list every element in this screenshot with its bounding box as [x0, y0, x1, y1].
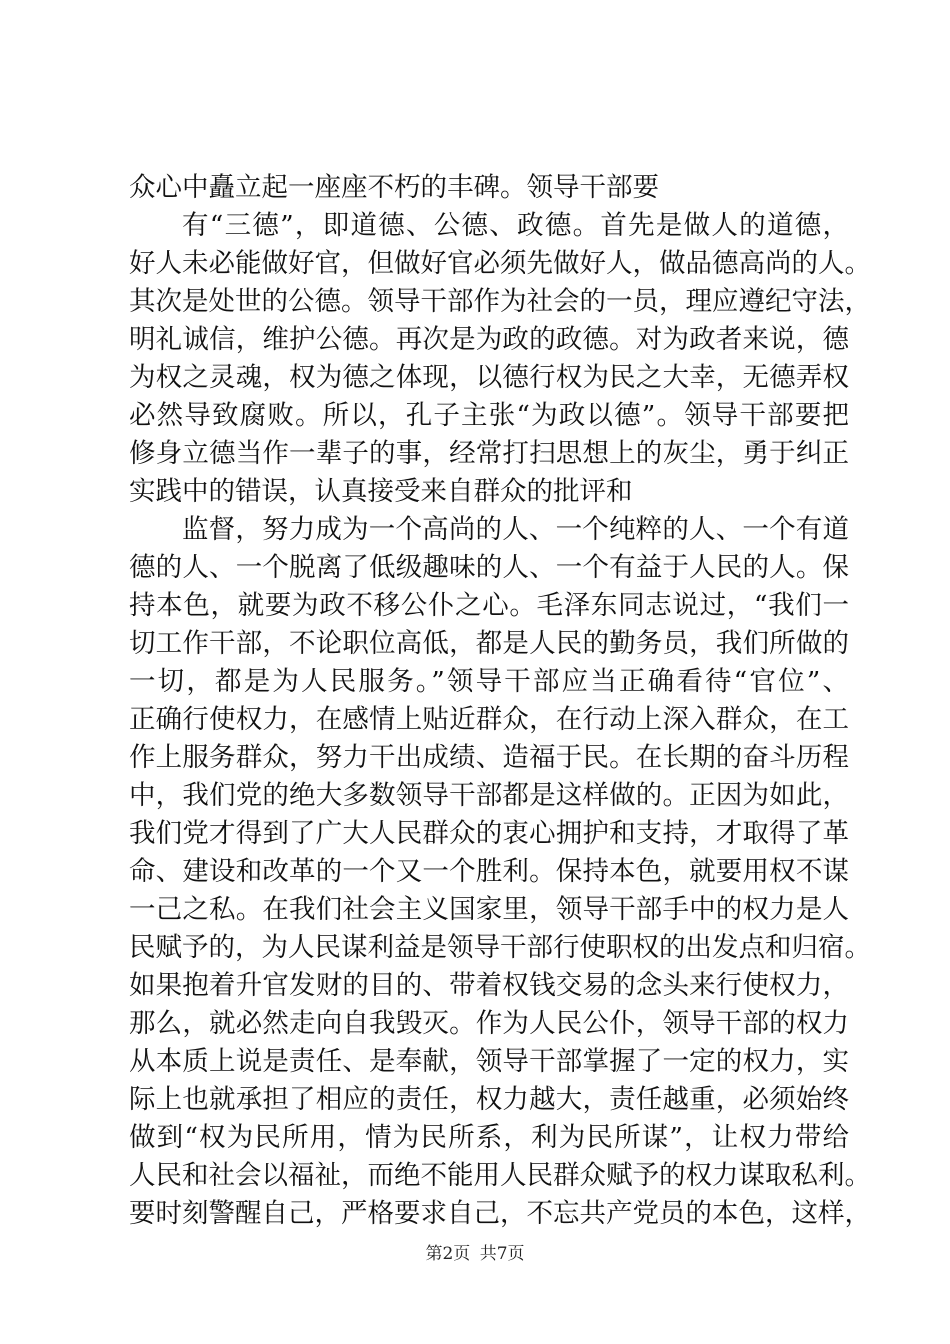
text-line: 实践中的错误，认真接受来自群众的批评和 [129, 476, 633, 507]
text-line: 那么，就必然走向自我毁灭。作为人民公仆，领导干部的权力 [129, 1008, 849, 1039]
paragraph-start-line: 有“三德”，即道德、公德、政德。首先是做人的道德， [182, 210, 849, 241]
text-line: 为权之灵魂，权为德之体现，以德行权为民之大幸，无德弄权 [129, 362, 849, 393]
text-line: 际上也就承担了相应的责任，权力越大，责任越重，必须始终 [129, 1084, 849, 1115]
text-line: 明礼诚信，维护公德。再次是为政的政德。对为政者来说，德 [129, 324, 849, 355]
text-line: 要时刻警醒自己，严格要求自己，不忘共产党员的本色，这样， [129, 1198, 871, 1229]
text-line: 民赋予的，为人民谋利益是领导干部行使职权的出发点和归宿。 [129, 932, 871, 963]
page-number-footer: 第2页 共7页 [425, 1244, 525, 1264]
text-line: 正确行使权力，在感情上贴近群众，在行动上深入群众，在工 [129, 704, 849, 735]
text-line: 众心中矗立起一座座不朽的丰碑。领导干部要 [129, 172, 659, 203]
text-line: 切工作干部，不论职位高低，都是人民的勤务员，我们所做的 [129, 628, 849, 659]
text-line: 持本色，就要为政不移公仆之心。毛泽东同志说过，“我们一 [129, 590, 849, 621]
text-line: 从本质上说是责任、是奉献，领导干部掌握了一定的权力，实 [129, 1046, 849, 1077]
paragraph-start-line: 监督，努力成为一个高尚的人、一个纯粹的人、一个有道 [182, 514, 849, 545]
text-line: 作上服务群众，努力干出成绩、造福于民。在长期的奋斗历程 [129, 742, 849, 773]
text-line: 做到“权为民所用，情为民所系，利为民所谋”，让权力带给 [129, 1122, 849, 1153]
text-line: 如果抱着升官发财的目的、带着权钱交易的念头来行使权力， [129, 970, 849, 1001]
text-line: 一己之私。在我们社会主义国家里，领导干部手中的权力是人 [129, 894, 849, 925]
text-line: 修身立德当作一辈子的事，经常打扫思想上的灰尘，勇于纠正 [129, 438, 849, 469]
text-line: 命、建设和改革的一个又一个胜利。保持本色，就要用权不谋 [129, 856, 849, 887]
text-line: 其次是处世的公德。领导干部作为社会的一员，理应遵纪守法， [129, 286, 871, 317]
text-line: 德的人、一个脱离了低级趣味的人、一个有益于人民的人。保 [129, 552, 849, 583]
text-line: 必然导致腐败。所以，孔子主张“为政以德”。领导干部要把 [129, 400, 849, 431]
text-line: 好人未必能做好官，但做好官必须先做好人，做品德高尚的人。 [129, 248, 871, 279]
text-line: 一切，都是为人民服务。”领导干部应当正确看待“官位”、 [129, 666, 849, 697]
text-line: 我们党才得到了广大人民群众的衷心拥护和支持，才取得了革 [129, 818, 849, 849]
text-line: 人民和社会以福祉，而绝不能用人民群众赋予的权力谋取私利。 [129, 1160, 871, 1191]
text-line: 中，我们党的绝大多数领导干部都是这样做的。正因为如此， [129, 780, 849, 811]
